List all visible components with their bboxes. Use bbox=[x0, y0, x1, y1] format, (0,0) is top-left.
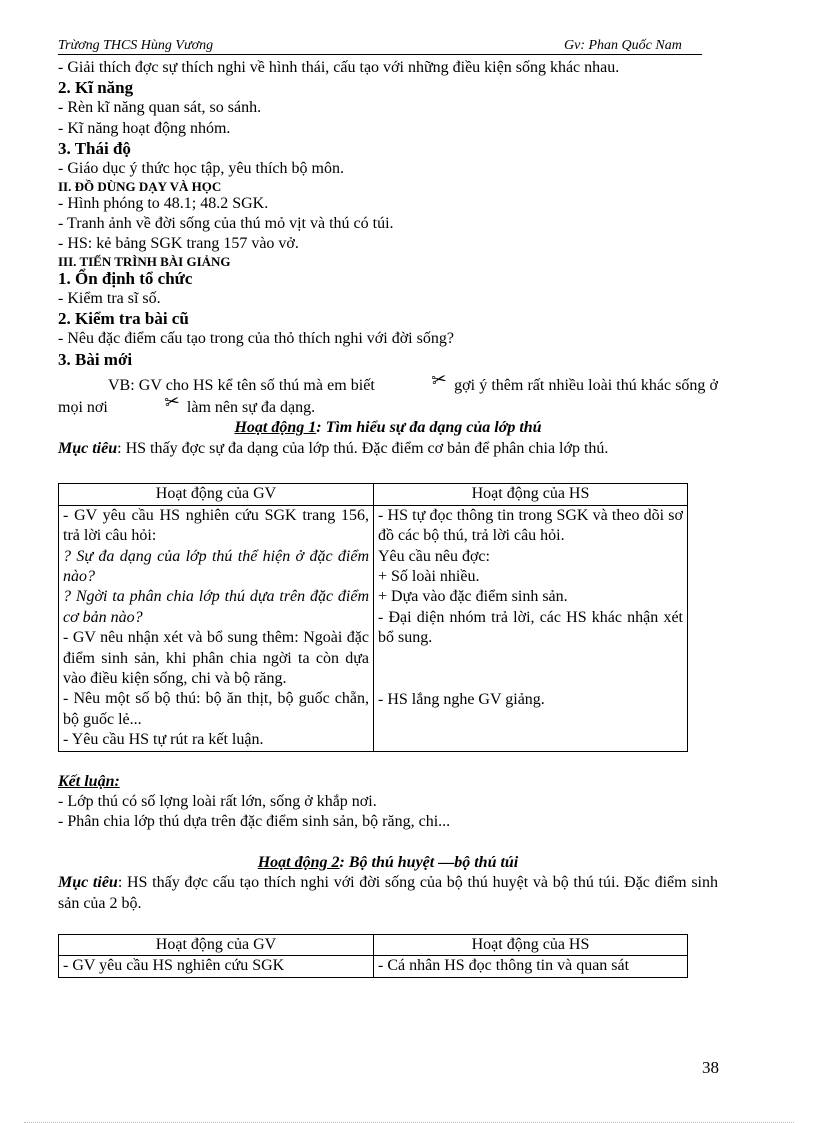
activity2-goal-text: : HS thấy đợc cấu tạo thích nghi với đời sống của bộ thú huyệt và bộ thú túi. Đặc điểm sinh sản của 2 bộ. bbox=[58, 874, 718, 912]
vb-text-b: gợi ý thêm rất nhiều loài thú khác sống ở mọi nơi bbox=[58, 376, 719, 417]
gv-question: ? Ngời ta phân chia lớp thú dựa trên đặc điểm cơ bản nào? bbox=[63, 588, 369, 626]
conclusion-item-2: - Phân chia lớp thú dựa trên đặc điểm sinh sản, bộ răng, chi... bbox=[58, 813, 451, 831]
hs-item: - Đại diện nhóm trả lời, các HS khác nhận xét bổ sung. bbox=[378, 608, 683, 647]
conclusion-item-1: - Lớp thú có số lợng loài rất lớn, sống ở khắp nơi. bbox=[58, 792, 377, 810]
page-content bbox=[58, 58, 718, 978]
process-title: III. TIẾN TRÌNH BÀI GIẢNG bbox=[58, 253, 231, 269]
table1-hs-cell bbox=[374, 505, 688, 751]
activity2-goal-label: Mục tiêu bbox=[58, 874, 118, 892]
activity1-table bbox=[58, 483, 688, 751]
table2-gv-cell: - GV yêu cầu HS nghiên cứu SGK bbox=[59, 956, 374, 977]
header-teacher: Gv: Phan Quốc Nam bbox=[564, 38, 682, 53]
hs-item: - HS lắng nghe GV giảng. bbox=[378, 690, 545, 708]
vb-text-a: VB: GV cho HS kể tên số thú mà em biết bbox=[108, 376, 375, 394]
table1-gv-cell bbox=[59, 505, 374, 751]
activity1-goal bbox=[58, 439, 718, 459]
gv-item: - GV nêu nhận xét và bổ sung thêm: Ngoài đặc điểm sinh sản, khi phân chia ngời ta còn dựa vào điều kiện sống, chi và bộ răng. bbox=[63, 629, 369, 687]
activity2-table bbox=[58, 934, 688, 978]
activity1-label: Hoạt động 1 bbox=[234, 419, 317, 437]
materials-item-3: - HS: kẻ bảng SGK trang 157 vào vở. bbox=[58, 235, 299, 253]
activity1-heading bbox=[58, 418, 718, 438]
scissors-icon: ✂ bbox=[429, 368, 449, 391]
intro-paragraph bbox=[58, 368, 719, 419]
activity2-goal bbox=[58, 873, 718, 914]
activity2-heading bbox=[58, 853, 718, 873]
table1-header-gv: Hoạt động của GV bbox=[59, 484, 374, 505]
step3-title: 3. Bài mới bbox=[58, 349, 133, 369]
table2-hs-cell: - Cá nhân HS đọc thông tin và quan sát bbox=[374, 956, 688, 977]
table2-header-hs: Hoạt động của HS bbox=[374, 935, 688, 956]
header-rule bbox=[58, 54, 702, 55]
page-number: 38 bbox=[702, 1058, 719, 1077]
table2-header-gv: Hoạt động của GV bbox=[59, 935, 374, 956]
gv-item: - Nêu một số bộ thú: bộ ăn thịt, bộ guốc chẵn, bộ guốc lẻ... bbox=[63, 690, 369, 728]
table1-header-hs: Hoạt động của HS bbox=[374, 484, 688, 505]
step2-title: 2. Kiểm tra bài cũ bbox=[58, 309, 189, 329]
intro-para: - Giải thích đợc sự thích nghi về hình thái, cấu tạo với những điều kiện sống khác nhau. bbox=[58, 59, 620, 76]
materials-item-2: - Tranh ảnh về đời sống của thú mỏ vịt và thú có túi. bbox=[58, 215, 394, 233]
materials-item-1: - Hình phóng to 48.1; 48.2 SGK. bbox=[58, 194, 269, 212]
skills-item-1: - Rèn kĩ năng quan sát, so sánh. bbox=[58, 99, 262, 117]
gv-question: ? Sự đa dạng của lớp thú thể hiện ở đặc điểm nào? bbox=[63, 547, 369, 585]
header-school: Trừơng THCS Hùng Vương bbox=[58, 38, 214, 53]
skills-item-2: - Kĩ năng hoạt động nhóm. bbox=[58, 119, 231, 137]
step1-title: 1. Ổn định tổ chức bbox=[58, 268, 193, 288]
attitude-title: 3. Thái độ bbox=[58, 139, 131, 159]
gv-item: - GV yêu cầu HS nghiên cứu SGK trang 156, trả lời câu hỏi: bbox=[63, 506, 369, 545]
step2-text: - Nêu đặc điểm cấu tạo trong của thỏ thích nghi với đời sống? bbox=[58, 330, 454, 348]
activity1-goal-label: Mục tiêu bbox=[58, 439, 118, 457]
materials-title: II. ĐỒ DÙNG DẠY VÀ HỌC bbox=[58, 178, 222, 194]
activity1-goal-text: : HS thấy đợc sự đa dạng của lớp thú. Đặc điểm cơ bản để phân chia lớp thú. bbox=[117, 439, 609, 457]
hs-item: + Dựa vào đặc điểm sinh sản. bbox=[378, 588, 568, 606]
hs-item: Yêu cầu nêu đợc: bbox=[378, 547, 490, 565]
conclusion-label: Kết luận: bbox=[58, 772, 120, 790]
activity2-label: Hoạt động 2 bbox=[257, 853, 340, 871]
skills-title: 2. Kĩ năng bbox=[58, 78, 134, 98]
gv-item: - Yêu cầu HS tự rút ra kết luận. bbox=[63, 731, 264, 749]
attitude-text: - Giáo dục ý thức học tập, yêu thích bộ môn. bbox=[58, 160, 344, 178]
hs-item: + Số loài nhiều. bbox=[378, 567, 480, 585]
activity2-title: : Bộ thú huyệt —bộ thú túi bbox=[339, 853, 519, 871]
scissors-icon: ✂ bbox=[162, 390, 182, 413]
vb-text-c: làm nên sự đa dạng. bbox=[186, 399, 316, 417]
conclusion-title bbox=[58, 772, 718, 792]
activity1-title: : Tìm hiểu sự đa dạng của lớp thú bbox=[316, 419, 542, 437]
step1-text: - Kiểm tra sĩ số. bbox=[58, 289, 161, 307]
hs-item: - HS tự đọc thông tin trong SGK và theo dõi sơ đồ các bộ thú, trả lời câu hỏi. bbox=[378, 506, 683, 545]
